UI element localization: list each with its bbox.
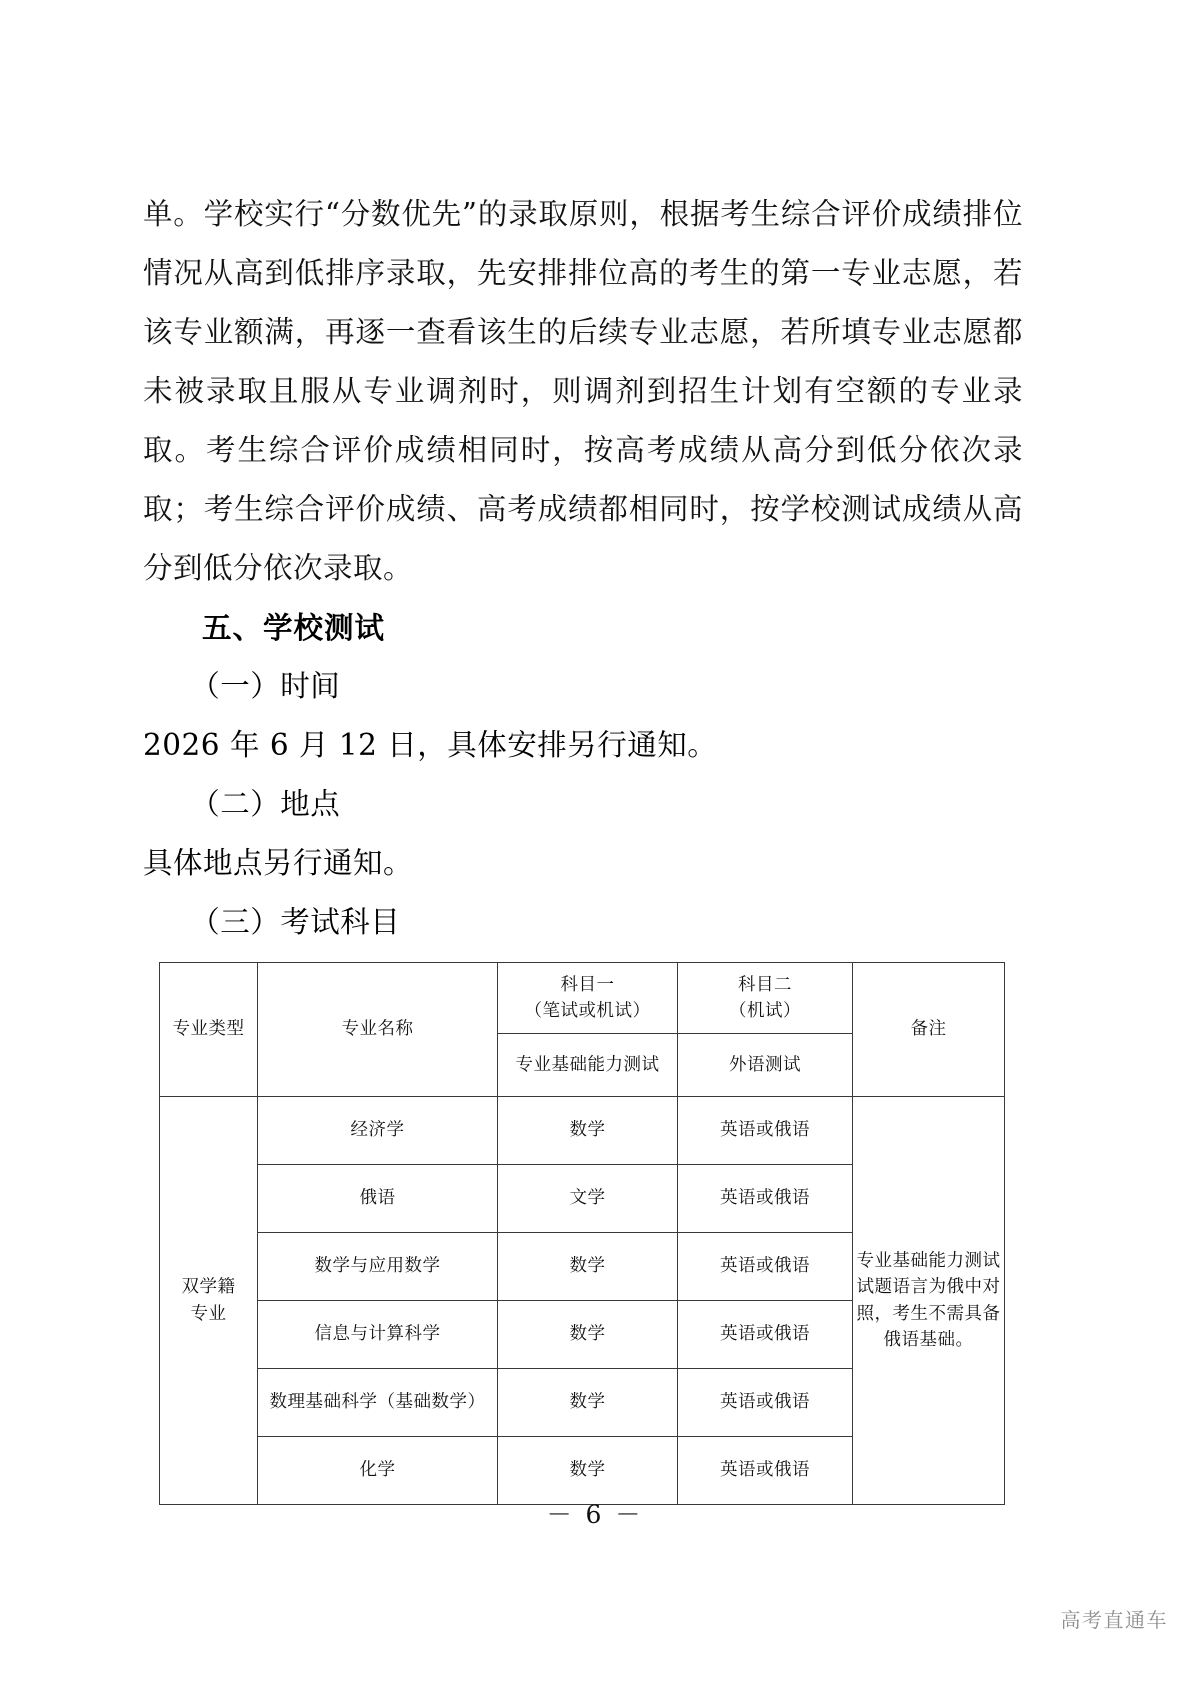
paragraph-admission-rules: 单。学校实行“分数优先”的录取原则，根据考生综合评价成绩排位情况从高到低排序录取，先安排排位高的考生的第一专业志愿，若该专业额满，再逐一查看该生的后续专业志愿，若所填专业志愿都未被录取且服从专业调剂时，则调剂到招生计划有空额的专业录取。考生综合评价成绩相同时，按高考成绩从高分到低分依次录取；考生综合评价成绩、高考成绩都相同时，按学校测试成绩从高分到低分依次录取。 [143,197,1023,585]
cell-subject-one: 数学 [498,1369,678,1437]
section-heading-school-test: 五、学校测试 [202,610,386,645]
cell-major-name: 经济学 [258,1097,498,1165]
table-row [160,1097,1005,1165]
cell-subject-two: 英语或俄语 [678,1165,853,1233]
table-body [160,1097,1005,1505]
header-subject-two-title: 科目二 [738,974,792,995]
test-location-text: 具体地点另行通知。 [143,846,414,880]
subheading-time: （一）时间 [190,669,341,703]
cell-subject-two: 英语或俄语 [678,1301,853,1369]
watermark: 高考直通车 [1060,1608,1168,1632]
cell-major-name: 数理基础科学（基础数学） [258,1369,498,1437]
header-subject-two [678,963,853,1034]
cell-subject-one: 数学 [498,1301,678,1369]
subheading-exam-subjects: （三）考试科目 [190,905,401,939]
major-type-line-2: 专业 [190,1303,227,1324]
cell-major-name: 数学与应用数学 [258,1233,498,1301]
header-remark: 备注 [853,963,1005,1097]
cell-major-name: 化学 [258,1437,498,1505]
header-subject-one [498,963,678,1034]
cell-major-name: 俄语 [258,1165,498,1233]
major-type-group-cell [160,1097,258,1505]
cell-subject-two: 英语或俄语 [678,1437,853,1505]
test-time-text: 2026 年 6 月 12 日，具体安排另行通知。 [143,728,718,762]
major-type-line-1: 双学籍 [181,1277,236,1298]
header-subject-one-mode: （笔试或机试） [524,1001,651,1021]
table-header-row-top [160,963,1005,1034]
page-content [143,185,1023,1505]
header-major-name: 专业名称 [258,963,498,1097]
cell-major-name: 信息与计算科学 [258,1301,498,1369]
page-number: － 6 － [546,1500,644,1529]
cell-subject-one: 数学 [498,1097,678,1165]
cell-subject-one: 文学 [498,1165,678,1233]
cell-subject-one: 数学 [498,1233,678,1301]
header-major-type: 专业类型 [160,963,258,1097]
cell-subject-two: 英语或俄语 [678,1369,853,1437]
header-subject-two-mode: （机试） [729,1001,801,1021]
exam-subjects-table [159,962,1005,1505]
header-subject-one-detail: 专业基础能力测试 [498,1034,678,1097]
cell-subject-two: 英语或俄语 [678,1233,853,1301]
header-subject-two-detail: 外语测试 [678,1034,853,1097]
cell-subject-one: 数学 [498,1437,678,1505]
table-header [160,963,1005,1097]
cell-remark: 专业基础能力测试试题语言为俄中对照，考生不需具备俄语基础。 [853,1097,1005,1505]
subheading-location: （二）地点 [190,787,341,821]
cell-subject-two: 英语或俄语 [678,1097,853,1165]
header-subject-one-title: 科目一 [560,974,615,995]
